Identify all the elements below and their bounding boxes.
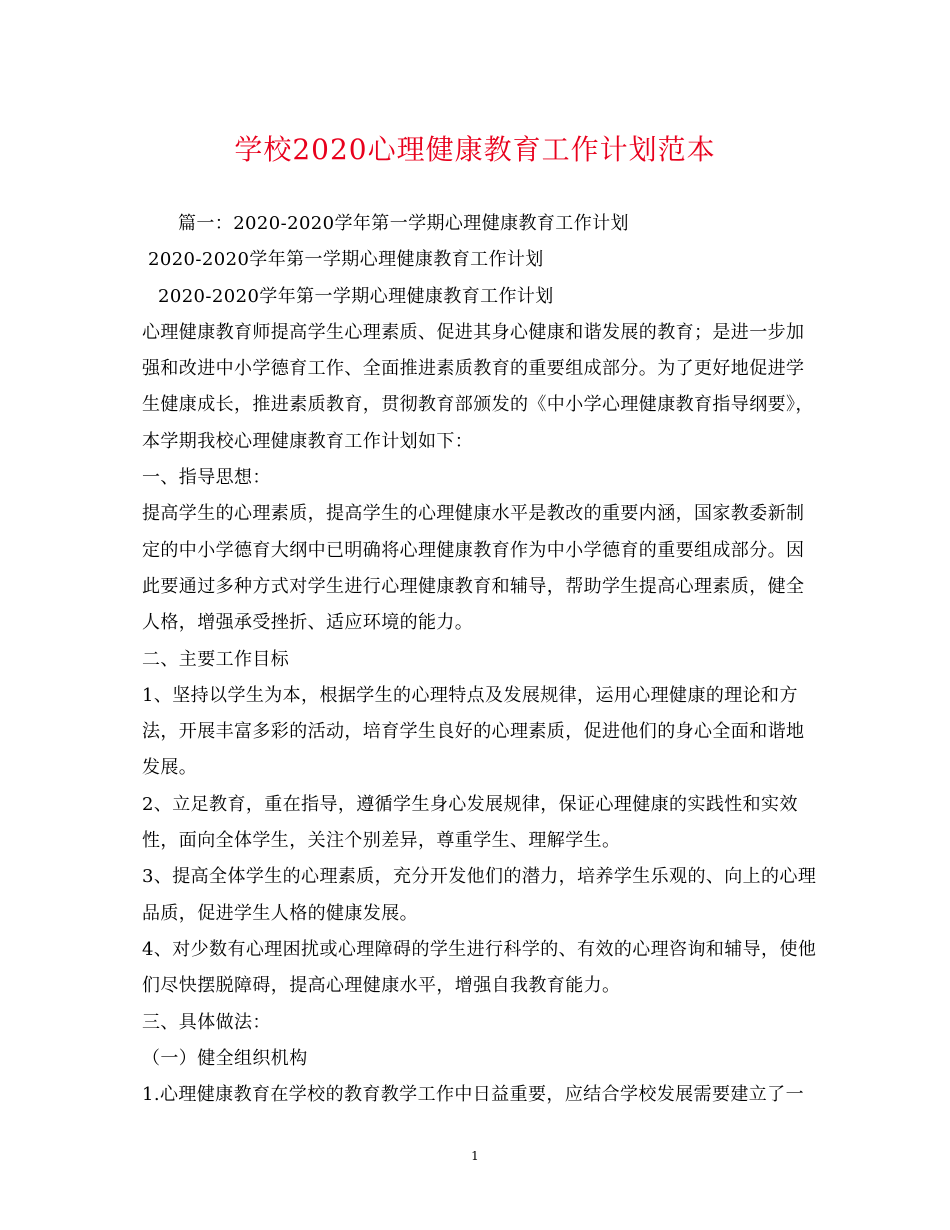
paragraph-subtitle-1: 篇一：2020-2020学年第一学期心理健康教育工作计划 — [178, 213, 629, 234]
heading-organization: （一）健全组织机构 — [142, 1047, 308, 1069]
heading-specific-methods: 三、具体做法： — [142, 1011, 271, 1033]
heading-main-goals: 二、主要工作目标 — [142, 648, 290, 670]
paragraph-subtitle-3: 2020-2020学年第一学期心理健康教育工作计划 — [158, 285, 554, 307]
paragraph-goal-2: 2、立足教育，重在指导，遵循学生身心发展规律，保证心理健康的实践性和实效性，面向全体学生，关注个别差异，尊重学生、理解学生。 — [142, 793, 798, 852]
document-title: 学校2020心理健康教育工作计划范本 — [234, 133, 716, 166]
paragraph-intro: 心理健康教育师提高学生心理素质、促进其身心健康和谐发展的教育；是进一步加强和改进中小学德育工作、全面推进素质教育的重要组成部分。为了更好地促进学生健康成长，推进素质教育，贯彻教育部颁发的《中小学心理健康教育指导纲要》，本学期我校心理健康教育工作计划如下： — [142, 321, 814, 452]
paragraph-organization-1: 1.心理健康教育在学校的教育教学工作中日益重要，应结合学校发展需要建立了一 — [142, 1084, 804, 1106]
paragraph-subtitle-2: 2020-2020学年第一学期心理健康教育工作计划 — [148, 249, 544, 271]
document-body — [142, 206, 818, 1113]
paragraph-guiding-thought: 提高学生的心理素质，提高学生的心理健康水平是教改的重要内涵，国家教委新制定的中小学德育大纲中已明确将心理健康教育作为中小学德育的重要组成部分。因此要通过多种方式对学生进行心理健康教育和辅导，帮助学生提高心理素质，健全人格，增强承受挫折、适应环境的能力。 — [142, 503, 805, 634]
paragraph-goal-1: 1、坚持以学生为本，根据学生的心理特点及发展规律，运用心理健康的理论和方法，开展丰富多彩的活动，培育学生良好的心理素质，促进他们的身心全面和谐地发展。 — [142, 684, 805, 779]
paragraph-goal-3: 3、提高全体学生的心理素质，充分开发他们的潜力，培养学生乐观的、向上的心理品质，促进学生人格的健康发展。 — [142, 866, 817, 924]
paragraph-goal-4: 4、对少数有心理困扰或心理障碍的学生进行科学的、有效的心理咨询和辅导，使他们尽快摆脱障碍，提高心理健康水平，增强自我教育能力。 — [142, 938, 817, 997]
page-number: 1 — [471, 1149, 479, 1163]
heading-guiding-thought: 一、指导思想： — [142, 467, 271, 489]
